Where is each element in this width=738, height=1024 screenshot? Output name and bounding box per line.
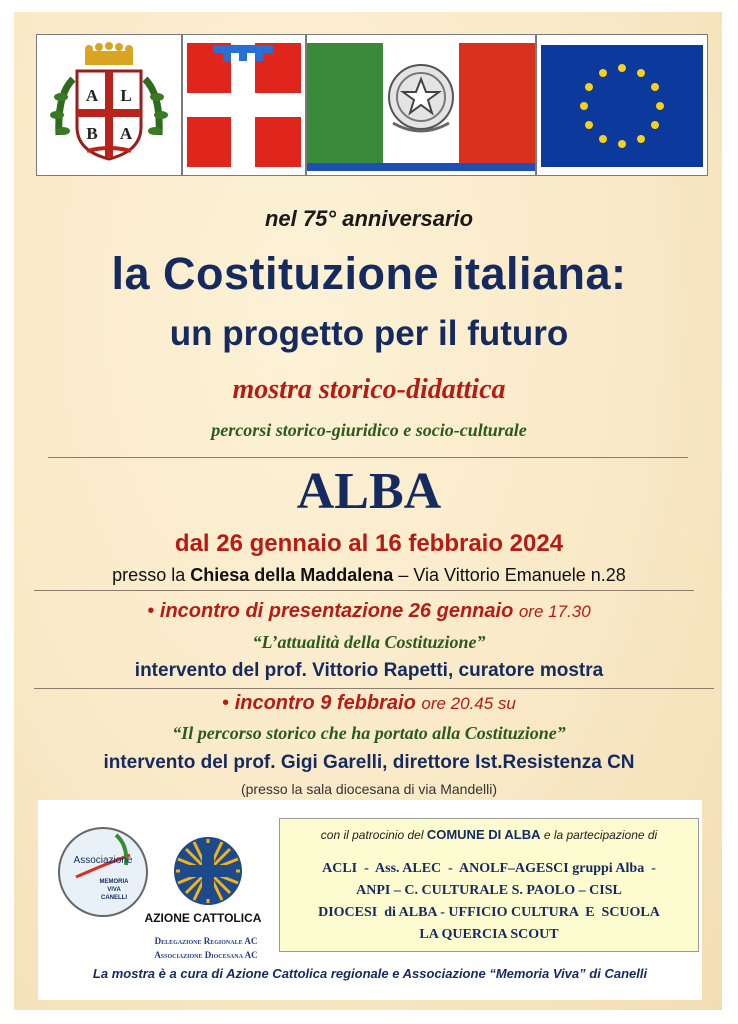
patronage-post: e la partecipazione di xyxy=(543,828,658,842)
credit-memoria: “Memoria Viva” xyxy=(489,966,586,981)
alba-crest-icon xyxy=(37,35,181,175)
divider xyxy=(34,688,714,689)
crest-letter: L xyxy=(120,86,132,105)
bullet-icon: • xyxy=(222,692,230,714)
memoria-logo-line: CANELLI xyxy=(101,895,127,901)
page-subtitle: un progetto per il futuro xyxy=(169,314,569,353)
emblem-row xyxy=(22,34,694,176)
event-1-speaker: intervento del prof. Vittorio Rapetti, curatore mostra xyxy=(134,660,604,681)
exhibit-dates: dal 26 gennaio al 16 febbraio 2024 xyxy=(174,530,564,557)
page-title: la Costituzione italiana: xyxy=(111,248,627,299)
patronage-line: ANPI – C. CULTURALE S. PAOLO – CISL xyxy=(356,883,622,898)
patronage-box xyxy=(279,818,699,952)
patronage-comune: COMUNE DI ALBA xyxy=(426,827,541,842)
anniversary-line: nel 75° anniversario xyxy=(264,206,474,231)
eu-flag-icon xyxy=(537,35,707,175)
italian-flag-logo xyxy=(306,34,536,176)
event-2-note: (presso la sala diocesana di via Mandelli) xyxy=(240,781,498,797)
venue-place: Chiesa della Maddalena xyxy=(190,565,394,585)
memoria-logo-line: VIVA xyxy=(107,887,121,893)
event-2-title: incontro 9 febbraio xyxy=(234,692,416,714)
piemonte-flag-logo xyxy=(182,34,306,176)
eu-flag-logo xyxy=(536,34,708,176)
curator-credit xyxy=(38,966,702,981)
venue-line xyxy=(0,565,738,586)
event-2-quote: “Il percorso storico che ha portato alla Costituzione” xyxy=(172,723,566,743)
patronage-line: ACLI - Ass. ALEC - ANOLF–AGESCI gruppi Alba - xyxy=(322,861,656,876)
venue-prefix: presso la xyxy=(112,565,186,585)
divider xyxy=(34,590,694,591)
event-2-time: ore 20.45 su xyxy=(421,694,516,713)
crest-letter: A xyxy=(85,86,99,105)
patronage-line: LA QUERCIA SCOUT xyxy=(419,927,559,942)
patronage-intro xyxy=(280,827,698,842)
venue-address: – Via Vittorio Emanuele n.28 xyxy=(393,565,626,585)
bullet-icon: • xyxy=(147,600,155,622)
event-1-time: ore 17.30 xyxy=(518,602,591,621)
azione-cattolica-line1: Delegazione Regionale AC xyxy=(154,936,258,946)
event-1-heading xyxy=(0,600,738,623)
memoria-viva-logo xyxy=(56,825,150,919)
azione-cattolica-name: AZIONE CATTOLICA xyxy=(144,911,262,925)
alba-crest-logo xyxy=(36,34,182,176)
event-1-quote: “L’attualità della Costituzione” xyxy=(252,632,486,652)
memoria-logo-word: Associazione xyxy=(73,855,133,866)
event-2-speaker: intervento del prof. Gigi Garelli, direttore Ist.Resistenza CN xyxy=(103,752,635,773)
exhibit-type: mostra storico-didattica xyxy=(232,374,506,405)
patronage-pre: con il patrocinio del xyxy=(320,828,424,842)
event-2-heading xyxy=(0,692,738,715)
piemonte-flag-icon xyxy=(183,35,305,175)
event-1-title: incontro di presentazione 26 gennaio xyxy=(159,600,514,622)
exhibit-paths: percorsi storico-giuridico e socio-culturale xyxy=(211,420,527,440)
patronage-line: DIOCESI di ALBA - UFFICIO CULTURA E SCUOLA xyxy=(318,905,660,920)
city-title: ALBA xyxy=(296,463,442,520)
credit-pre: La mostra è a cura di Azione Cattolica regionale e Associazione xyxy=(92,966,486,981)
memoria-logo-line: MEMORIA xyxy=(99,879,129,885)
divider xyxy=(48,457,688,458)
crest-letter: B xyxy=(86,124,98,143)
credit-post: di Canelli xyxy=(589,966,648,981)
azione-cattolica-line2: Associazione Diocesana AC xyxy=(154,950,258,960)
crest-letter: A xyxy=(119,124,133,143)
italian-flag-icon xyxy=(307,35,535,175)
azione-cattolica-icon xyxy=(170,835,246,907)
